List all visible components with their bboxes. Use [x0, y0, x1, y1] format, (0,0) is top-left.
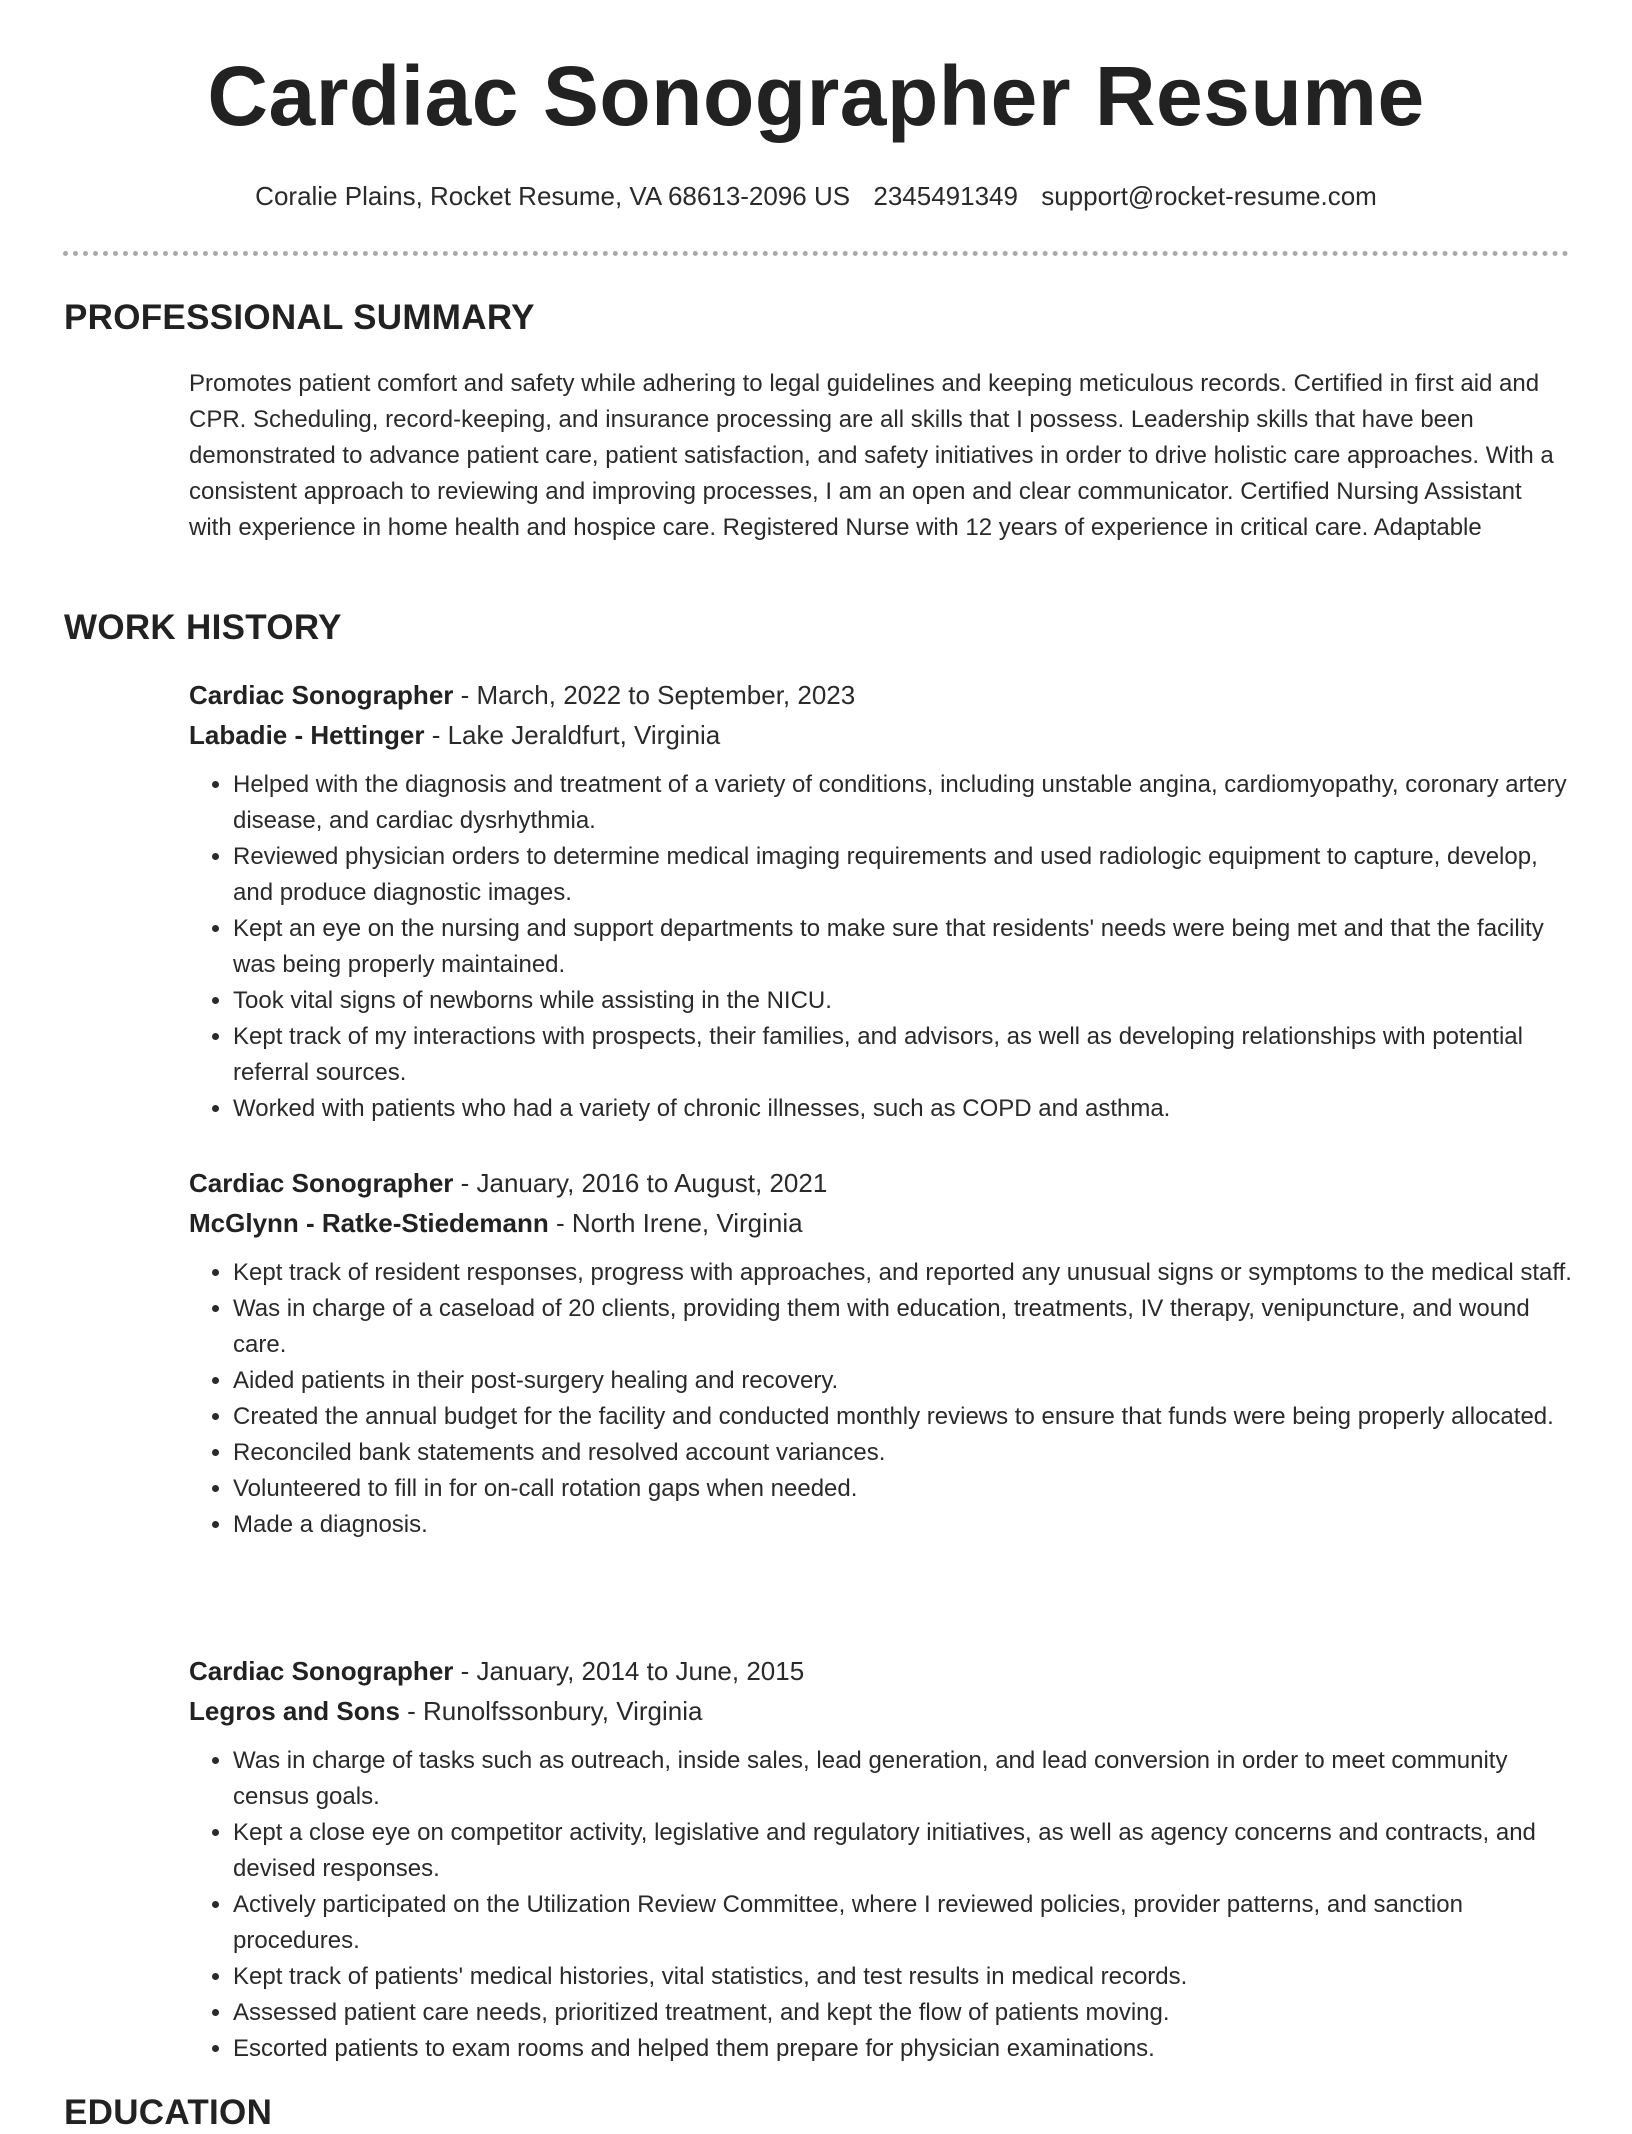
job-company: Labadie - Hettinger — [189, 720, 425, 750]
work-history-heading: WORK HISTORY — [64, 608, 342, 647]
job-bullet: • Was in charge of a caseload of 20 clients, providing them with education, treatments, IV therapy, venipuncture, and wound care. — [233, 1291, 1579, 1363]
job-bullet: • Helped with the diagnosis and treatment of a variety of conditions, including unstable angina, cardiomyopathy, coronary artery disease, and cardiac dysrhythmia. — [233, 767, 1579, 839]
summary-heading: PROFESSIONAL SUMMARY — [64, 298, 535, 337]
job-bullets — [189, 1255, 1579, 1543]
header-divider — [63, 251, 1569, 256]
job-bullet: • Kept a close eye on competitor activity, legislative and regulatory initiatives, as well as agency concerns and contracts, and devised responses. — [233, 1815, 1579, 1887]
job-bullet: • Took vital signs of newborns while assisting in the NICU. — [233, 983, 1579, 1019]
job-bullet: • Created the annual budget for the facility and conducted monthly reviews to ensure that funds were being properly allocated. — [233, 1399, 1579, 1435]
job-bullet: • Kept track of resident responses, progress with approaches, and reported any unusual signs or symptoms to the medical staff. — [233, 1255, 1579, 1291]
education-heading: EDUCATION — [64, 2093, 273, 2132]
job-bullets — [189, 1743, 1579, 2067]
job-entry — [189, 675, 1579, 1127]
job-bullet: • Escorted patients to exam rooms and helped them prepare for physician examinations. — [233, 2031, 1579, 2067]
summary-text: Promotes patient comfort and safety while adhering to legal guidelines and keeping meticulous records. Certified in first aid and CPR. Scheduling, record-keeping, and insurance processing are all skills that I possess. Leadership skills that have been demonstrated to advance patient care, patient satisfaction, and safety initiatives in order to drive holistic care approaches. With a consistent approach to reviewing and improving processes, I am an open and clear communicator. Certified Nursing Assistant with experience in home health and hospice care. Registered Nurse with 12 years of experience in critical care. Adaptable — [189, 370, 1554, 541]
job-dates: - March, 2022 to September, 2023 — [453, 680, 856, 710]
job-bullets — [189, 767, 1579, 1127]
job-location: - North Irene, Virginia — [548, 1208, 803, 1238]
job-title-line — [189, 1163, 1579, 1203]
job-location: - Runolfssonbury, Virginia — [399, 1696, 703, 1726]
job-bullet: • Reconciled bank statements and resolved account variances. — [233, 1435, 1579, 1471]
job-bullet: • Actively participated on the Utilization Review Committee, where I reviewed policies, provider patterns, and sanction procedures. — [233, 1887, 1579, 1959]
job-bullet: • Made a diagnosis. — [233, 1507, 1579, 1543]
job-bullet: • Kept track of my interactions with prospects, their families, and advisors, as well as developing relationships with potential referral sources. — [233, 1019, 1579, 1091]
contact-address: Coralie Plains, Rocket Resume, VA 68613-2096 US — [255, 181, 851, 211]
job-company-line — [189, 1691, 1579, 1731]
job-title-line — [189, 1651, 1579, 1691]
job-bullet: • Assessed patient care needs, prioritized treatment, and kept the flow of patients moving. — [233, 1995, 1579, 2031]
contact-phone: 2345491349 — [873, 181, 1018, 211]
job-dates: - January, 2016 to August, 2021 — [453, 1168, 828, 1198]
job-title-line — [189, 675, 1579, 715]
job-dates: - January, 2014 to June, 2015 — [453, 1656, 805, 1686]
job-entry — [189, 1163, 1579, 1543]
job-bullet: • Was in charge of tasks such as outreach, inside sales, lead generation, and lead conversion in order to meet community census goals. — [233, 1743, 1579, 1815]
job-bullet: • Worked with patients who had a variety of chronic illnesses, such as COPD and asthma. — [233, 1091, 1579, 1127]
job-company-line — [189, 1203, 1579, 1243]
job-location: - Lake Jeraldfurt, Virginia — [424, 720, 721, 750]
resume-title: Cardiac Sonographer Resume — [207, 49, 1425, 143]
job-title: Cardiac Sonographer — [189, 1168, 454, 1198]
job-bullet: • Reviewed physician orders to determine medical imaging requirements and used radiologic equipment to capture, develop, and produce diagnostic images. — [233, 839, 1579, 911]
job-bullet: • Aided patients in their post-surgery healing and recovery. — [233, 1363, 1579, 1399]
job-company: McGlynn - Ratke-Stiedemann — [189, 1208, 549, 1238]
job-bullet: • Kept an eye on the nursing and support departments to make sure that residents' needs were being met and that the facility was being properly maintained. — [233, 911, 1579, 983]
job-bullet: • Volunteered to fill in for on-call rotation gaps when needed. — [233, 1471, 1579, 1507]
job-company-line — [189, 715, 1579, 755]
job-title: Cardiac Sonographer — [189, 680, 454, 710]
job-company: Legros and Sons — [189, 1696, 400, 1726]
contact-email: support@rocket-resume.com — [1041, 181, 1377, 211]
job-bullet: • Kept track of patients' medical histories, vital statistics, and test results in medical records. — [233, 1959, 1579, 1995]
job-entry — [189, 1651, 1579, 2067]
contact-line — [0, 181, 1632, 212]
job-title: Cardiac Sonographer — [189, 1656, 454, 1686]
